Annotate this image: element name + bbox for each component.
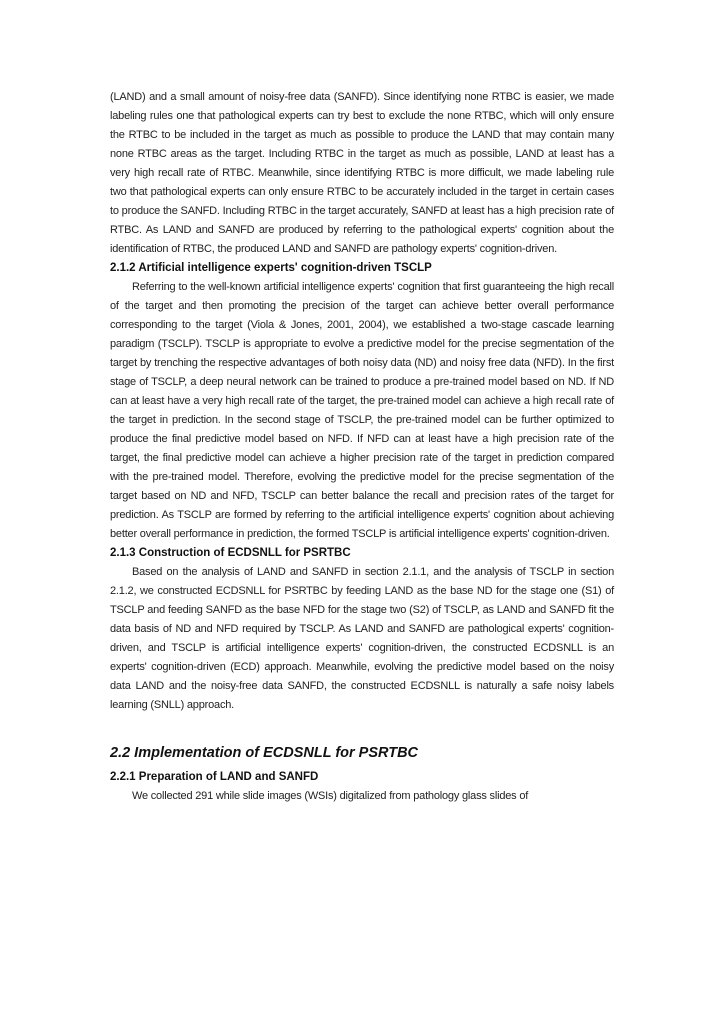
paragraph-tsclp: Referring to the well-known artificial intelligence experts' cognition that first guaranteeing the high recall of the target and then promoting the precision of the target can achieve better overall performance corresponding to the target (Viola & Jones, 2001, 2004), we established a two-stage cascade learning paradigm (TSCLP). TSCLP is appropriate to evolve a predictive model for the precise segmentation of the target by trenching the respective advantages of both noisy data (ND) and noisy free data (NFD). In the first stage of TSCLP, a deep neural network can be trained to produce a pre-trained model based on ND. If ND can at least have a very high recall rate of the target, the pre-trained model can achieve a high recall rate of the target in prediction. In the second stage of TSCLP, the pre-trained model can be further optimized to produce the final predictive model based on NFD. If NFD can at least have a high precision rate of the target, the final predictive model can achieve a higher precision rate of the target in prediction compared with the pre-trained model. Therefore, evolving the predictive model for the precise segmentation of the target based on ND and NFD, TSCLP can better balance the recall and precision rates of the target for prediction. As TSCLP are formed by referring to the artificial intelligence experts' cognition about achieving better overall performance in prediction, the formed TSCLP is artificial intelligence experts' cognition-driven. — [110, 281, 614, 540]
heading-2-1-2: 2.1.2 Artificial intelligence experts' cognition-driven TSCLP — [110, 262, 432, 274]
paragraph-land-sanfd: (LAND) and a small amount of noisy-free data (SANFD). Since identifying none RTBC is easier, we made labeling rules one that pathological experts can try best to exclude the none RTBC, which will only ensure the RTBC to be included in the target as much as possible to produce the LAND that may contain many none RTBC areas as the target. Including RTBC in the target as much as possible, LAND at least has a very high recall rate of RTBC. Meanwhile, since identifying RTBC is more difficult, we made labeling rule two that pathological experts can only ensure RTBC to be accurately included in the target in certain cases to produce the SANFD. Including RTBC in the target accurately, SANFD at least has a high precision rate of RTBC. As LAND and SANFD are produced by referring to the pathological experts' cognition about the identification of RTBC, the produced LAND and SANFD are pathology experts' cognition-driven. — [110, 91, 614, 255]
heading-2-2: 2.2 Implementation of ECDSNLL for PSRTBC — [110, 745, 419, 761]
paragraph-wsi-collection: We collected 291 while slide images (WSIs) digitalized from pathology glass slides of — [132, 790, 529, 802]
paragraph-ecdsnll-construction: Based on the analysis of LAND and SANFD in section 2.1.1, and the analysis of TSCLP in section 2.1.2, we constructed ECDSNLL for PSRTBC by feeding LAND as the base ND for the stage one (S1) of TSCLP and feeding SANFD as the base NFD for the stage two (S2) of TSCLP, as LAND and SANFD fit the data basis of ND and NFD required by TSCLP. As LAND and SANFD are pathological experts' cognition-driven, and TSCLP is artificial intelligence experts' cognition-driven, the constructed ECDSNLL is an experts' cognition-driven (ECD) approach. Meanwhile, evolving the predictive model based on the noisy data LAND and the noisy-free data SANFD, the constructed ECDSNLL is naturally a safe noisy labels learning (SNLL) approach. — [110, 566, 614, 711]
heading-2-1-3: 2.1.3 Construction of ECDSNLL for PSRTBC — [110, 547, 351, 559]
page-content — [110, 88, 614, 806]
section-spacer — [110, 715, 614, 743]
heading-2-2-1: 2.2.1 Preparation of LAND and SANFD — [110, 771, 319, 783]
